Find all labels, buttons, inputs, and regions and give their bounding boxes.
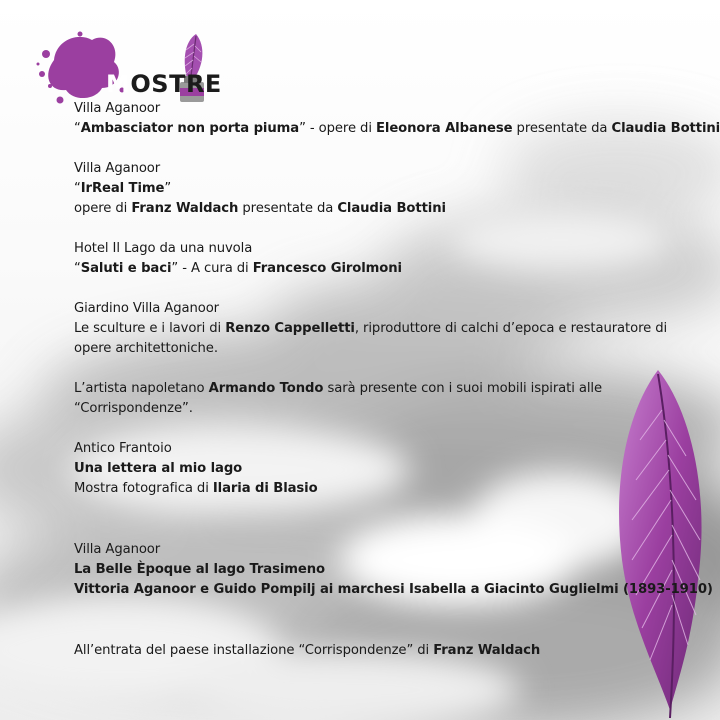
entry-subtitle: Vittoria Aganoor e Guido Pompilj ai marchesi Isabella a Giacinto Guglielmi (1893-1910) — [74, 582, 713, 597]
entry-location: Giardino Villa Aganoor — [74, 301, 219, 316]
entry-description: Le sculture e i lavori di Renzo Cappelletti, riproduttore di calchi d’epoca e restauratore di opere architettoniche. — [74, 321, 668, 356]
exhibitions-list — [74, 99, 720, 681]
entry-title: “IrReal Time” — [74, 181, 172, 196]
entry-title: La Belle Èpoque al lago Trasimeno — [74, 562, 326, 577]
exhibition-entry — [74, 239, 674, 279]
entry-description: “Ambasciator non porta piuma” - opere di Eleonora Albanese presentate da Claudia Bottini — [74, 121, 720, 136]
entry-title: Una lettera al mio lago — [74, 461, 243, 476]
exhibition-entry — [74, 99, 720, 139]
entry-description: opere di Franz Waldach presentate da Claudia Bottini — [74, 201, 446, 216]
exhibition-entry — [74, 299, 674, 359]
entry-description: All’entrata del paese installazione “Corrispondenze” di Franz Waldach — [74, 643, 541, 658]
entry-location: Hotel Il Lago da una nuvola — [74, 241, 253, 256]
entry-location: Villa Aganoor — [74, 542, 161, 557]
entry-location: Antico Frantoio — [74, 441, 172, 456]
page-title: MOSTRE — [106, 70, 222, 98]
exhibition-entry — [74, 379, 614, 419]
entry-location: Villa Aganoor — [74, 101, 161, 116]
entry-description: L’artista napoletano Armando Tondo sarà presente con i suoi mobili ispirati alle “Corrispondenze”. — [74, 381, 603, 416]
exhibition-entry — [74, 540, 713, 600]
entry-location: Villa Aganoor — [74, 161, 161, 176]
entry-description: Mostra fotografica di Ilaria di Blasio — [74, 481, 318, 496]
exhibition-entry — [74, 641, 674, 661]
entry-description: “Saluti e baci” - A cura di Francesco Girolmoni — [74, 261, 402, 276]
exhibition-entry — [74, 439, 674, 499]
exhibition-entry — [74, 159, 674, 219]
